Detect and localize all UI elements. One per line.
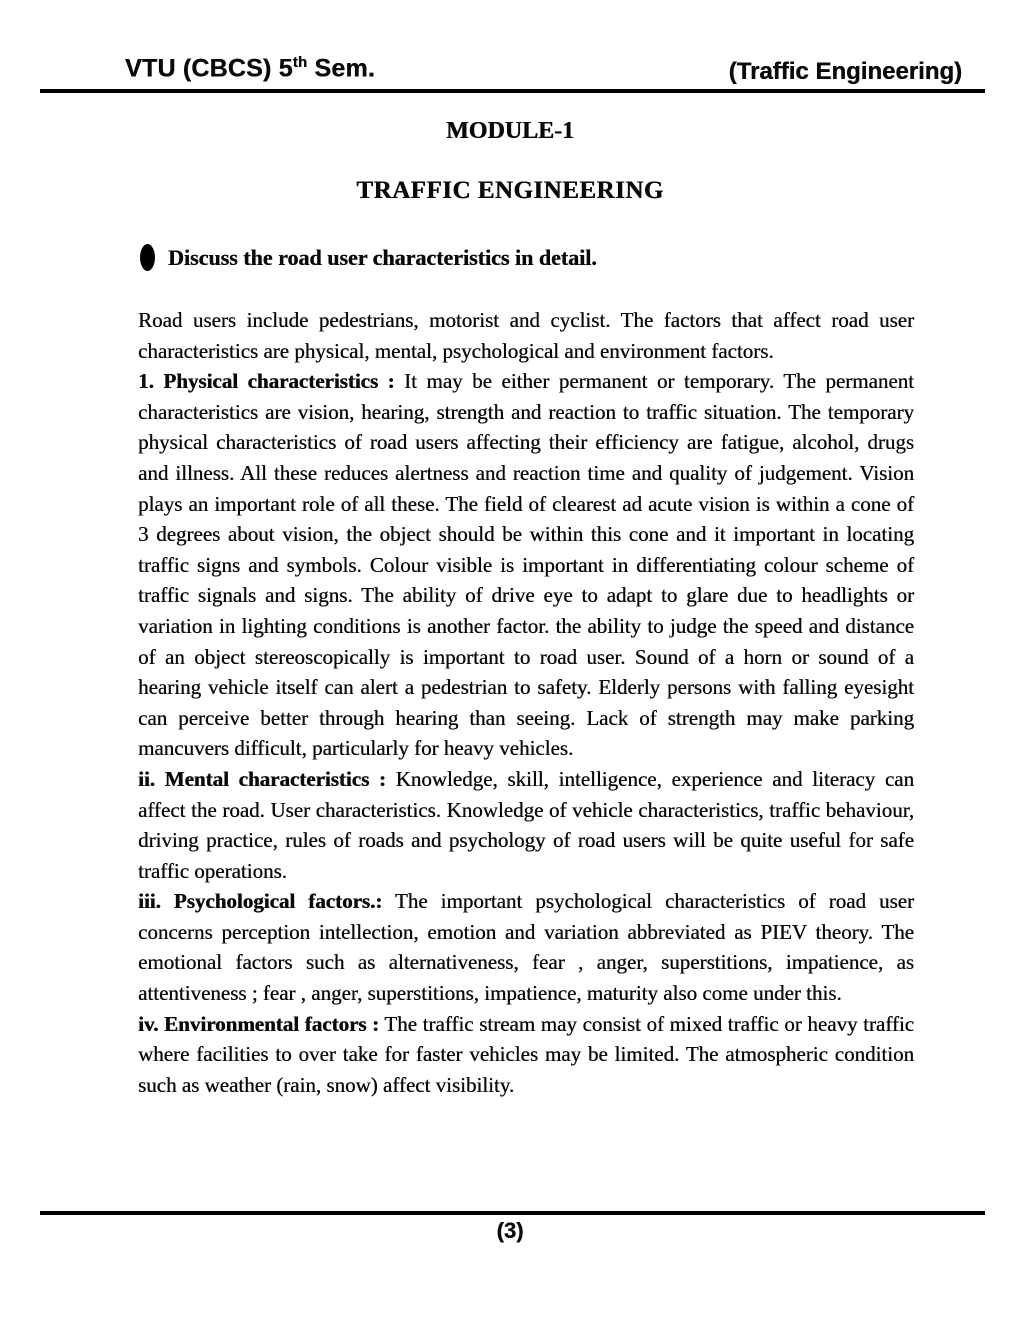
paragraph-lead: iii. Psychological factors.: [138, 889, 383, 914]
header-subject-label: (Traffic Engineering) [728, 58, 962, 85]
body-paragraph: Road users include pedestrians, motorist and cyclist. The factors that affect road user characteristics are physical, mental, psychological and environment factors. [138, 308, 914, 363]
header-course-superscript: th [292, 54, 308, 71]
question-text: Discuss the road user characteristics in detail. [168, 244, 597, 270]
paragraph-lead: 1. Physical characteristics : [138, 369, 395, 394]
header-course-rest: Sem. [307, 54, 375, 83]
header-course-title [125, 54, 375, 83]
header-divider-line [40, 89, 985, 93]
question-row [140, 244, 597, 271]
body-paragraph: ii. Mental characteristics : Knowledge, skill, intelligence, experience and literacy can affect the road. User characteristics. Knowledge of vehicle characteristics, traffic behaviour, driving practice, rules of roads and psychology of road users will be quite useful for safe traffic operations. [138, 766, 914, 883]
body-paragraph: iv. Environmental factors : The traffic stream may consist of mixed traffic or heavy traffic where facilities to over take for faster vehicles may be limited. The atmospheric condition such as weather (rain, snow) affect visibility. [138, 1011, 914, 1097]
paragraph-lead: ii. Mental characteristics : [138, 766, 386, 791]
bullet-icon [140, 244, 155, 271]
footer-divider-line [40, 1211, 985, 1215]
body-paragraph: iii. Psychological factors.: The important psychological characteristics of road user concerns perception intellection, emotion and variation abbreviated as PIEV theory. The emotional factors such as alternativeness, fear , anger, superstitions, impatience, as attentiveness ; fear , anger, superstitions, impatience, maturity also come under this. [138, 889, 914, 1006]
paragraph-lead: iv. Environmental factors : [138, 1011, 380, 1036]
body-paragraph: 1. Physical characteristics : It may be either permanent or temporary. The permanent characteristics are vision, hearing, strength and reaction to traffic situation. The temporary physical characteristics of road users affecting their efficiency are fatigue, alcohol, drugs and illness. All these reduces alertness and reaction time and quality of judgement. Vision plays an important role of all these. The field of clearest ad acute vision is within a cone of 3 degrees about vision, the object should be within this cone and it important in locating traffic signs and symbols. Colour visible is important in differentiating colour scheme of traffic signals and signs. The ability of drive eye to adapt to glare due to headlights or variation in lighting conditions is another factor. the ability to judge the speed and distance of an object stereoscopically is important to road user. Sound of a horn or sound of a hearing vehicle itself can alert a pedestrian to safety. Elderly persons with falling eyesight can perceive better through hearing than seeing. Lack of strength may make parking mancuvers difficult, particularly for heavy vehicles. [138, 369, 914, 761]
module-title: MODULE-1 [446, 118, 574, 144]
page-number: (3) [496, 1218, 524, 1243]
header-course-main: VTU (CBCS) 5 [125, 54, 293, 83]
document-body [138, 305, 914, 1100]
subject-title: TRAFFIC ENGINEERING [356, 177, 664, 204]
